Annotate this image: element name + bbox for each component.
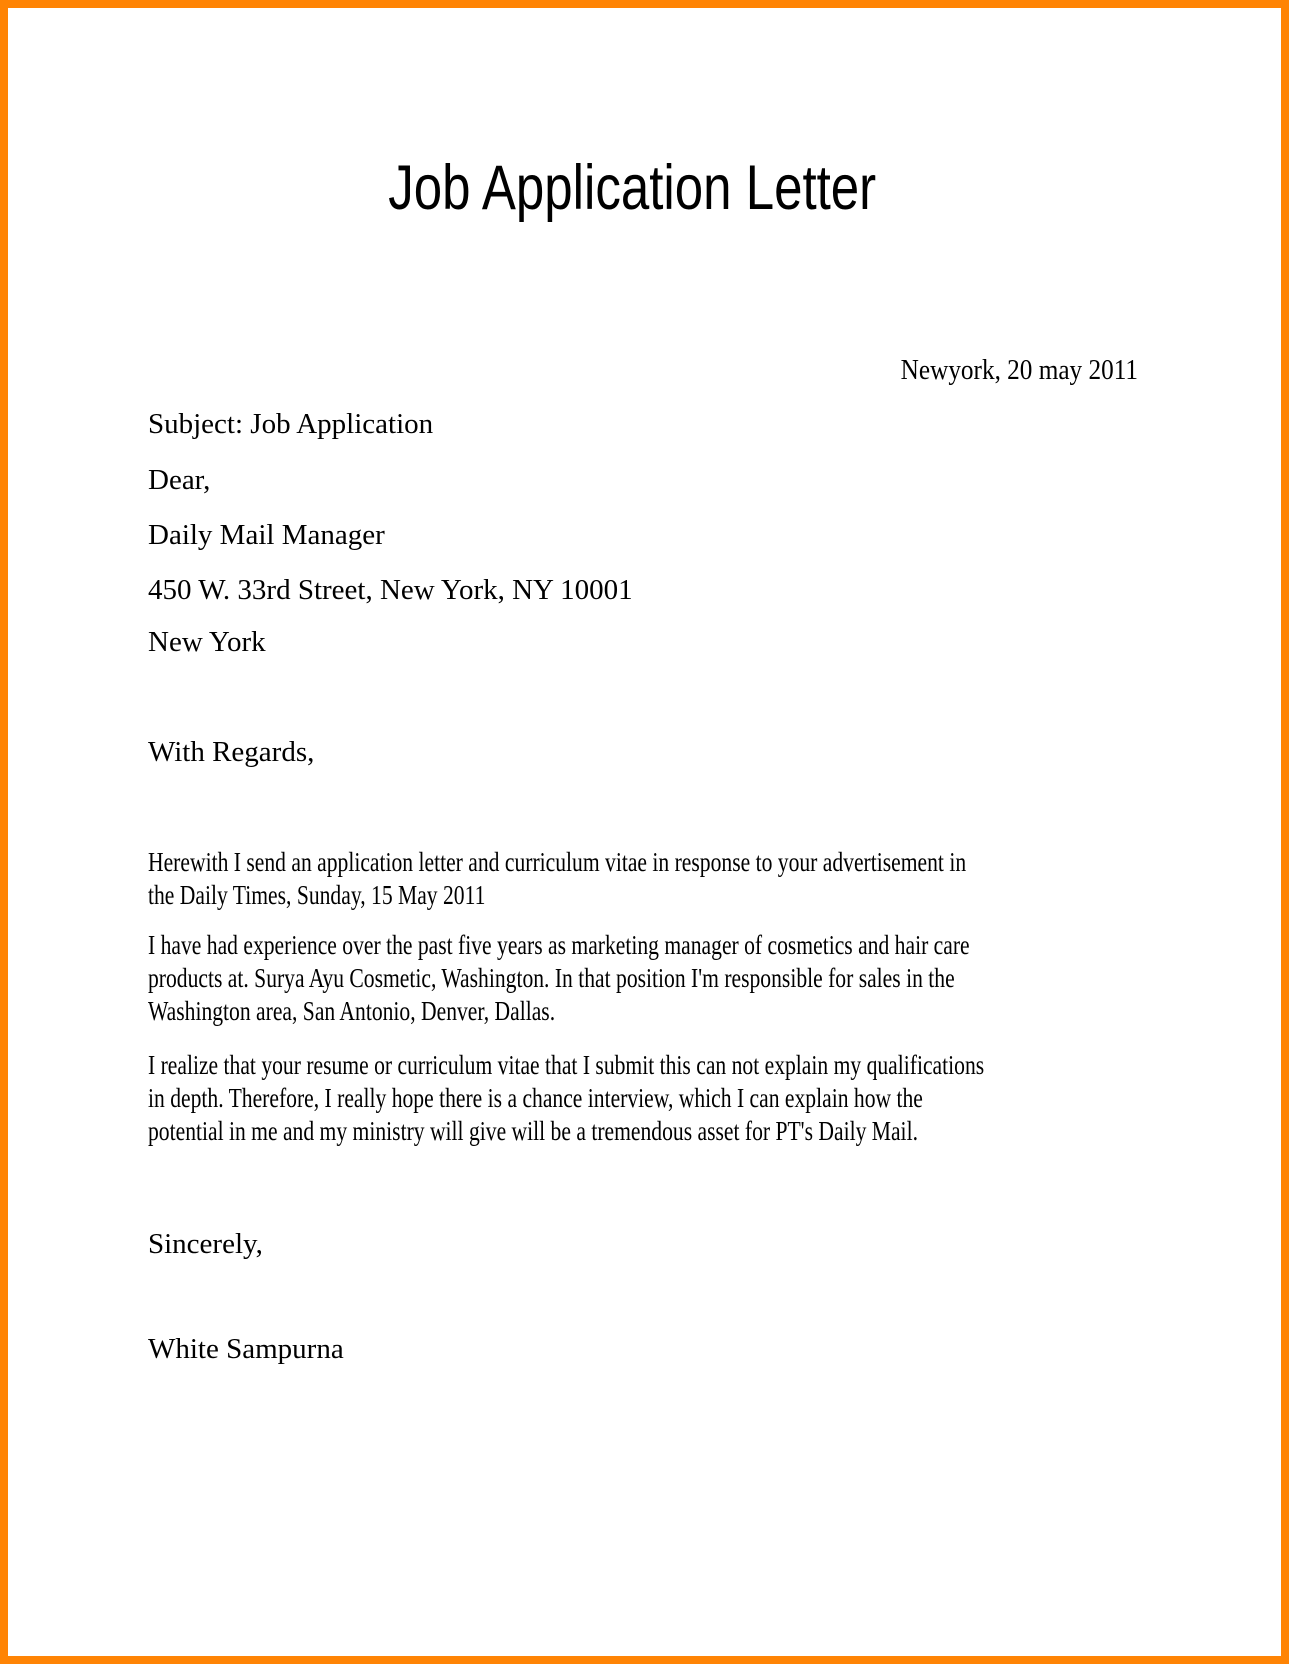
body-paragraph-3: I realize that your resume or curriculum vitae that I submit this can not explain my qualifications in depth. Therefore, I really hope there is a chance interview, which I can explain how the potential in me and my ministry will give will be a tremendous asset for PT's Daily Mail. [148,1050,985,1146]
recipient-name: Daily Mail Manager [148,519,385,551]
regards-line: With Regards, [148,736,315,768]
date-line: Newyork, 20 may 2011 [900,354,1138,386]
subject-line: Subject: Job Application [148,408,434,440]
page-title-text: Job Application Letter [388,153,877,223]
recipient-city: New York [148,626,266,658]
salutation: Dear, [148,464,211,496]
body-paragraph-2: I have had experience over the past five years as marketing manager of cosmetics and hair care products at. Surya Ayu Cosmetic, Washington. In that position I'm responsible for sales in the Washington area, San Antonio, Denver, Dallas. [148,930,970,1026]
signature-name: White Sampurna [148,1333,344,1365]
closing-line: Sincerely, [148,1228,263,1260]
recipient-street: 450 W. 33rd Street, New York, NY 10001 [148,574,633,606]
page-title [8,153,1281,223]
body-paragraph-1: Herewith I send an application letter and curriculum vitae in response to your advertisement in the Daily Times, Sunday, 15 May 2011 [148,847,967,910]
